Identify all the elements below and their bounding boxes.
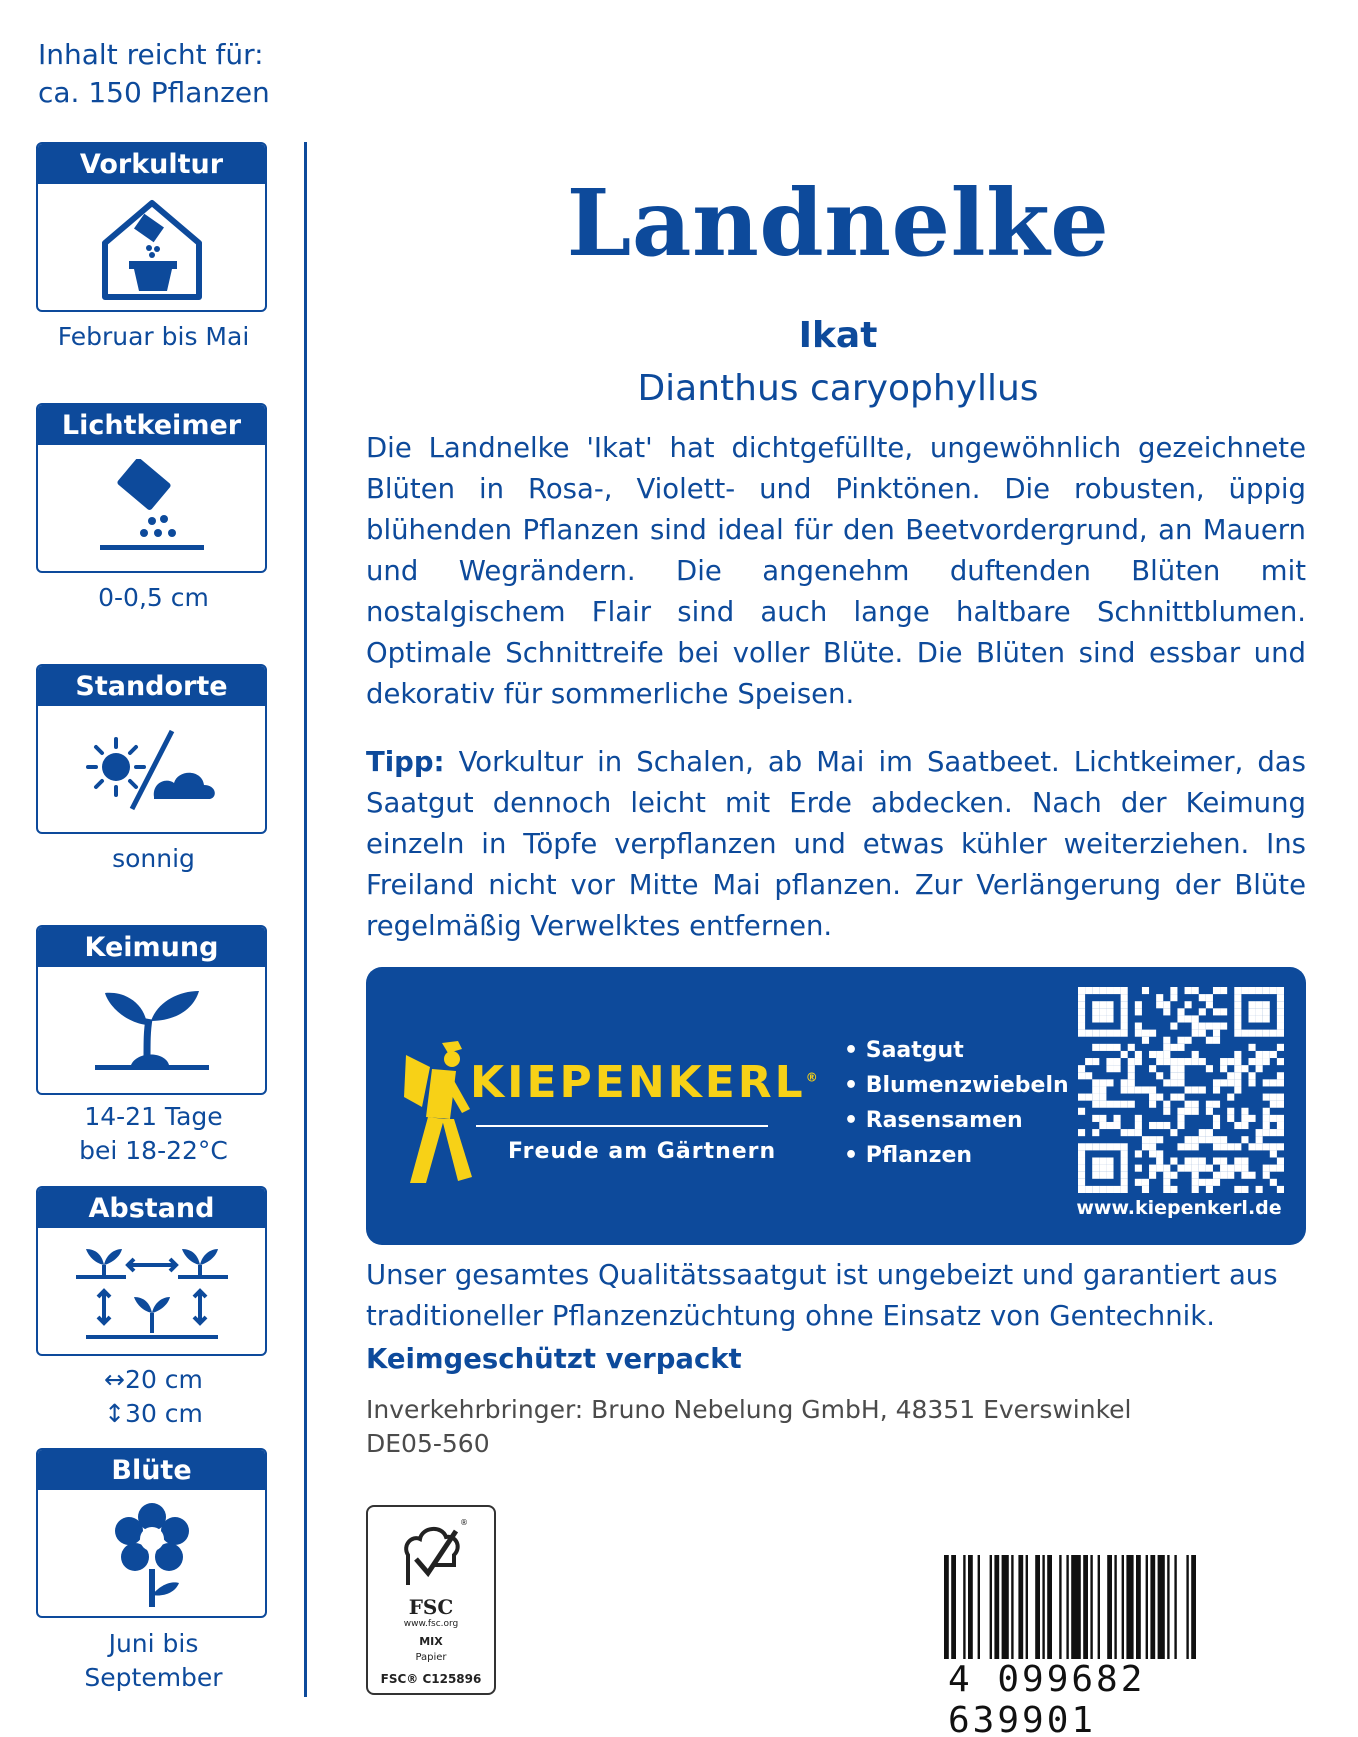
horizontal-arrow-icon: ↔ bbox=[104, 1365, 126, 1394]
distributor-line: Inverkehrbringer: Bruno Nebelung GmbH, 48351 Everswinkel bbox=[366, 1395, 1132, 1424]
sun-cloud-icon bbox=[38, 708, 265, 832]
info-box-lichtkeimer bbox=[36, 403, 267, 573]
caption-line: Juni bis bbox=[108, 1629, 199, 1658]
brand-url[interactable]: www.kiepenkerl.de bbox=[1076, 1197, 1282, 1219]
contents-line2: ca. 150 Pflanzen bbox=[38, 76, 270, 109]
product-variety: Ikat bbox=[798, 315, 878, 356]
info-box-abstand bbox=[36, 1186, 267, 1356]
info-header: Abstand bbox=[38, 1188, 265, 1230]
brand-slogan: Freude am Gärtnern bbox=[508, 1139, 777, 1164]
barcode-bars-icon bbox=[940, 1555, 1306, 1659]
caption-line bbox=[20, 1363, 287, 1397]
fsc-material: Papier bbox=[415, 1652, 447, 1663]
caption-line: Februar bis Mai bbox=[57, 322, 250, 351]
contents-line1: Inhalt reicht für: bbox=[38, 38, 264, 71]
info-caption-abstand bbox=[20, 1363, 287, 1431]
info-box-bluete bbox=[36, 1448, 267, 1618]
info-caption-lichtkeimer bbox=[20, 581, 287, 615]
info-caption-standorte bbox=[20, 842, 287, 876]
info-caption-keimung bbox=[20, 1100, 287, 1168]
caption-line: sonnig bbox=[112, 844, 195, 873]
distributor-code: DE05-560 bbox=[366, 1429, 490, 1458]
caption-line: 0-0,5 cm bbox=[98, 583, 209, 612]
info-header: Blüte bbox=[38, 1450, 265, 1492]
info-caption-vorkultur bbox=[20, 320, 287, 354]
info-header: Lichtkeimer bbox=[38, 405, 265, 447]
contents-info bbox=[38, 36, 270, 112]
info-box-standorte bbox=[36, 664, 267, 834]
info-header: Vorkultur bbox=[38, 144, 265, 186]
barcode bbox=[940, 1555, 1306, 1737]
registered-mark-icon: ® bbox=[805, 1070, 818, 1085]
barcode-digits: 4 099682 639901 bbox=[940, 1659, 1306, 1737]
column-divider bbox=[304, 142, 307, 1697]
qr-code-icon[interactable] bbox=[1078, 987, 1284, 1193]
spacing-column-value: 30 cm bbox=[125, 1399, 203, 1428]
list-item: • Saatgut bbox=[844, 1033, 1069, 1068]
brand-product-list bbox=[844, 1033, 1069, 1173]
fsc-tree-check-icon bbox=[398, 1515, 468, 1595]
product-title: Landnelke bbox=[566, 169, 1110, 277]
tip-paragraph bbox=[366, 742, 1306, 947]
brand-name: KIEPENKERL bbox=[470, 1057, 806, 1108]
brand-box bbox=[366, 967, 1306, 1245]
caption-line bbox=[20, 1397, 287, 1431]
flower-icon bbox=[38, 1492, 265, 1616]
fsc-label bbox=[366, 1505, 496, 1695]
caption-line: bei 18-22°C bbox=[79, 1136, 228, 1165]
fsc-logo-text: FSC bbox=[408, 1595, 454, 1619]
info-header: Keimung bbox=[38, 927, 265, 969]
tip-text: Vorkultur in Schalen, ab Mai im Saatbeet. Lichtkeimer, das Saatgut dennoch leicht mit Erde abdecken. Nach der Keimung einzeln in Töpfe verpflanzen und etwas kühler weiterziehen. Ins Freiland nicht vor Mitte Mai pflanzen. Zur Verlängerung der Blüte regelmäßig Verwelktes entfernen. bbox=[366, 746, 1306, 942]
fsc-site: www.fsc.org bbox=[403, 1619, 459, 1629]
quality-statement: Unser gesamtes Qualitätssaatgut ist ungebeizt und garantiert aus traditioneller Pflanzenzüchtung ohne Einsatz von Gentechnik. bbox=[366, 1259, 1278, 1332]
product-description: Die Landnelke 'Ikat' hat dichtgefüllte, ungewöhnlich gezeichnete Blüten in Rosa-, Violett- und Pinktönen. Die robusten, üppig blühenden Pflanzen sind ideal für den Beetvordergrund, an Mauern und Wegrändern. Die angenehm duftenden Blüten mit nostalgischem Flair sind auch lange haltbare Schnittblumen. Optimale Schnittreife bei voller Blüte. Die Blüten sind essbar und dekorativ für sommerliche Speisen. bbox=[366, 432, 1306, 710]
info-header: Standorte bbox=[38, 666, 265, 708]
fsc-mix: MIX bbox=[419, 1635, 443, 1648]
seed-packet-icon bbox=[38, 447, 265, 571]
fsc-code: FSC® C125896 bbox=[380, 1672, 482, 1686]
sealed-statement: Keimgeschützt verpackt bbox=[366, 1343, 742, 1375]
info-caption-bluete bbox=[20, 1627, 287, 1695]
kiepenkerl-walker-logo-icon bbox=[396, 1037, 476, 1187]
spacing-row-value: 20 cm bbox=[125, 1365, 203, 1394]
brand-wordmark bbox=[470, 1057, 818, 1108]
info-box-keimung bbox=[36, 925, 267, 1095]
vertical-arrow-icon: ↕ bbox=[104, 1399, 126, 1428]
caption-line: September bbox=[84, 1663, 223, 1692]
caption-line: 14-21 Tage bbox=[84, 1102, 223, 1131]
seedling-icon bbox=[38, 969, 265, 1093]
tip-label: Tipp: bbox=[366, 746, 445, 778]
list-item: • Rasensamen bbox=[844, 1103, 1069, 1138]
list-item: • Blumenzwiebeln bbox=[844, 1068, 1069, 1103]
greenhouse-sowing-icon bbox=[38, 186, 265, 310]
brand-underline bbox=[476, 1125, 768, 1127]
info-box-vorkultur bbox=[36, 142, 267, 312]
product-latin-name: Dianthus caryophyllus bbox=[637, 368, 1039, 409]
svg-text:®: ® bbox=[460, 1518, 468, 1527]
plant-spacing-icon bbox=[38, 1230, 265, 1354]
list-item: • Pflanzen bbox=[844, 1138, 1069, 1173]
distributor-info bbox=[366, 1393, 1132, 1461]
